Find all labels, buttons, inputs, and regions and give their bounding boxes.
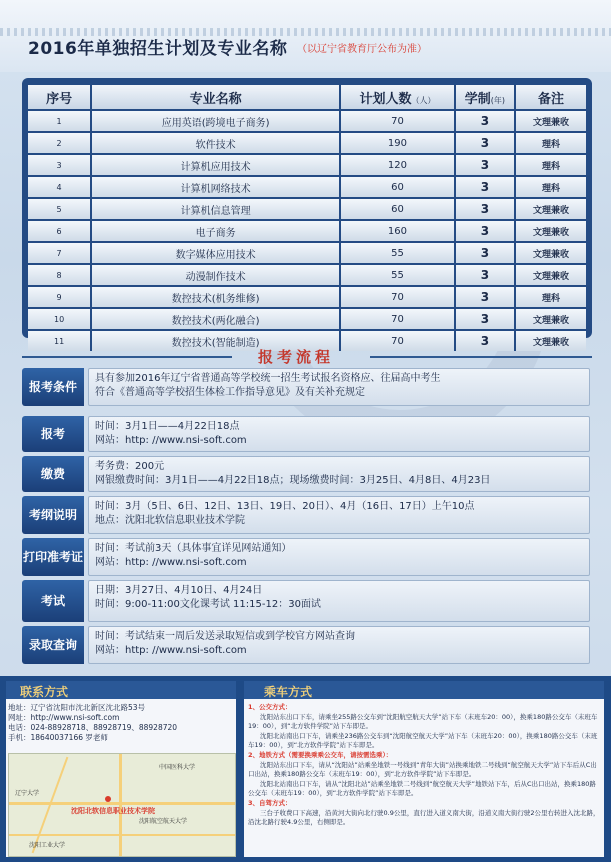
step-line: 网站：http: //www.nsi-soft.com <box>95 645 247 656</box>
route-line: 沈阳站东出口下车，请乘坐255路公交车到“沈阳航空航天大学”站下车（末班车20：00），换乘180路公交车（末班车19：00），到“北方软件学院”站下车即是。 <box>248 712 598 731</box>
step-line: 网银缴费时间：3月1日——4月22日18点；现场缴费时间：3月25日、4月8日、4月23日 <box>95 475 491 486</box>
contact-header <box>6 681 236 699</box>
cell-count: 70 <box>341 287 456 307</box>
header-band <box>0 0 611 72</box>
contact-phone: 电话：024-88928718、88928719、88928720 <box>8 723 178 732</box>
cell-note: 理科 <box>516 287 586 307</box>
header-count-unit: （人） <box>411 95 436 105</box>
step-line: 具有参加2016年辽宁省普通高等学校统一招生考试报名资格应、往届高中考生 <box>95 373 441 384</box>
map-label: 辽宁大学 <box>15 790 40 797</box>
table-row <box>28 199 586 219</box>
route-section-heading: 2、地铁方式（需要换乘乘公交车，请按需选乘）： <box>248 750 393 759</box>
process-step <box>22 538 590 576</box>
map-label: 中国医科大学 <box>159 764 196 771</box>
step-tag: 报考条件 <box>22 368 84 406</box>
step-tag: 考试 <box>22 580 84 622</box>
step-line: 时间：考试结束一周后发送录取短信或到学校官方网站查询 <box>95 631 355 642</box>
table-row <box>28 221 586 241</box>
cell-major: 动漫制作技术 <box>92 265 341 285</box>
step-line: 网站：http: //www.nsi-soft.com <box>95 557 247 568</box>
route-line: 沈阳北站南出口下车，请从“沈阳北站”站乘坐地铁二号线到“航空航天大学”地铁站下车，后从C出口出站，换乘180路公交车（末班车19：00），到“北方软件学院”站下车即是。 <box>248 779 596 798</box>
cell-major: 数控技术(智能制造) <box>92 331 341 351</box>
map-label-school: 沈阳北软信息职业技术学院 <box>71 807 155 815</box>
cell-years: 3 <box>456 331 516 351</box>
contact-lines <box>8 703 177 743</box>
cell-years: 3 <box>456 309 516 329</box>
cell-no: 11 <box>28 331 92 351</box>
cell-no: 7 <box>28 243 92 263</box>
map-pin-icon <box>105 796 111 802</box>
cell-note: 文理兼收 <box>516 265 586 285</box>
header-no: 序号 <box>28 85 92 109</box>
step-body <box>88 496 590 534</box>
route-header <box>244 681 604 699</box>
step-line: 考务费：200元 <box>95 461 165 472</box>
location-map <box>8 753 236 857</box>
map-label: 沈阳航空航天大学 <box>139 818 188 825</box>
cell-note: 文理兼收 <box>516 331 586 351</box>
cell-no: 5 <box>28 199 92 219</box>
route-line: 沈阳北站南出口下车，请乘坐236路公交车到“沈阳航空航天大学”站下车（末班车20：00），换乘180路公交车（末班车19：00），到“北方软件学院”站下车即是。 <box>248 731 598 750</box>
cell-major: 计算机应用技术 <box>92 155 341 175</box>
route-section-heading: 3、自驾方式： <box>248 798 292 807</box>
header-count-label: 计划人数 <box>359 91 412 107</box>
cell-count: 70 <box>341 111 456 131</box>
step-body <box>88 626 590 664</box>
cell-years: 3 <box>456 265 516 285</box>
cell-count: 120 <box>341 155 456 175</box>
cell-years: 3 <box>456 243 516 263</box>
step-line: 时间：考试前3天（具体事宜详见网站通知） <box>95 543 292 554</box>
cell-years: 3 <box>456 111 516 131</box>
route-panel <box>244 681 604 857</box>
step-body <box>88 416 590 452</box>
cell-count: 55 <box>341 265 456 285</box>
map-label: 沈阳工业大学 <box>29 842 66 849</box>
step-tag: 打印准考证 <box>22 538 84 576</box>
cell-count: 55 <box>341 243 456 263</box>
cell-note: 文理兼收 <box>516 221 586 241</box>
cell-no: 9 <box>28 287 92 307</box>
contact-title: 联系方式 <box>20 685 69 699</box>
cell-major: 电子商务 <box>92 221 341 241</box>
cell-note: 文理兼收 <box>516 309 586 329</box>
table-row <box>28 287 586 307</box>
process-divider-left <box>22 356 232 358</box>
table-header-row <box>28 85 586 109</box>
route-line: 三台子收费口下高速，沿黄河大街向北行驶0.9公里，直行进入道义南大街，沿道义南大街行驶2公里右转进入沈北路，沿沈北路行驶4.9公里，右侧即是。 <box>248 808 600 827</box>
cell-no: 10 <box>28 309 92 329</box>
step-line: 地点：沈阳北软信息职业技术学院 <box>95 515 245 526</box>
cell-major: 应用英语(跨境电子商务) <box>92 111 341 131</box>
cell-years: 3 <box>456 133 516 153</box>
cell-count: 70 <box>341 309 456 329</box>
table-row <box>28 265 586 285</box>
step-line: 网站：http: //www.nsi-soft.com <box>95 435 247 446</box>
cell-no: 6 <box>28 221 92 241</box>
table-row <box>28 309 586 329</box>
cell-count: 60 <box>341 199 456 219</box>
cell-note: 理科 <box>516 133 586 153</box>
route-title: 乘车方式 <box>264 685 313 699</box>
cell-no: 3 <box>28 155 92 175</box>
enrollment-table-panel <box>22 78 592 349</box>
table-row <box>28 155 586 175</box>
cell-no: 1 <box>28 111 92 131</box>
table-row <box>28 133 586 153</box>
process-step <box>22 416 590 452</box>
contact-panel <box>6 681 236 857</box>
header-major: 专业名称 <box>92 85 341 109</box>
step-tag: 录取查询 <box>22 626 84 664</box>
table-body <box>28 111 586 351</box>
cell-no: 4 <box>28 177 92 197</box>
cell-note: 理科 <box>516 177 586 197</box>
cell-count: 70 <box>341 331 456 351</box>
step-line: 时间：3月1日——4月22日18点 <box>95 421 240 432</box>
cell-years: 3 <box>456 287 516 307</box>
table-row <box>28 177 586 197</box>
process-step <box>22 368 590 406</box>
step-body <box>88 456 590 492</box>
cell-major: 计算机信息管理 <box>92 199 341 219</box>
cell-years: 3 <box>456 199 516 219</box>
map-road <box>9 802 235 805</box>
process-divider-right <box>370 356 592 358</box>
cell-years: 3 <box>456 177 516 197</box>
route-section-heading: 1、公交方式： <box>248 703 292 711</box>
step-line: 时间：3月（5日、6日、12日、13日、19日、20日）、4月（16日、17日）上午10点 <box>95 501 475 512</box>
contact-website: 网址：http://www.nsi-soft.com <box>8 713 120 722</box>
cell-note: 理科 <box>516 155 586 175</box>
cell-count: 60 <box>341 177 456 197</box>
cell-note: 文理兼收 <box>516 243 586 263</box>
step-body <box>88 368 590 406</box>
cell-years: 3 <box>456 155 516 175</box>
process-step <box>22 580 590 622</box>
map-road <box>119 754 122 856</box>
process-step <box>22 626 590 664</box>
cell-count: 190 <box>341 133 456 153</box>
step-line: 日期：3月27日、4月10日、4月24日 <box>95 585 263 596</box>
header-years-unit: (年) <box>490 95 506 105</box>
table-row <box>28 111 586 131</box>
header-years-label: 学制 <box>464 91 491 107</box>
contact-mobile: 手机：18640037166 罗老师 <box>8 733 108 742</box>
cell-major: 软件技术 <box>92 133 341 153</box>
header-count <box>341 85 456 109</box>
map-road <box>32 757 69 854</box>
process-step <box>22 496 590 534</box>
cell-major: 计算机网络技术 <box>92 177 341 197</box>
cell-no: 8 <box>28 265 92 285</box>
step-line: 时间：9:00-11:00文化课考试 11:15-12：30面试 <box>95 599 321 610</box>
map-road <box>9 834 235 836</box>
title-note: （以辽宁省教育厅公布为准） <box>297 44 427 55</box>
cell-note: 文理兼收 <box>516 111 586 131</box>
header-note: 备注 <box>516 85 586 109</box>
step-body <box>88 580 590 622</box>
enrollment-table <box>28 83 586 353</box>
cell-note: 文理兼收 <box>516 199 586 219</box>
step-tag: 缴费 <box>22 456 84 492</box>
cell-no: 2 <box>28 133 92 153</box>
cell-years: 3 <box>456 221 516 241</box>
route-line: 沈阳站东出口下车，请从“沈阳站”站乘坐地铁一号线到“青年大街”站换乘地铁二号线到“航空航天大学”站下车后从C出口出站，换乘180路公交车（末班车19：00），到“北方软件学院”站下车即是。 <box>248 760 597 779</box>
contact-address: 地址：辽宁省沈阳市沈北新区沈北路53号 <box>8 703 146 712</box>
step-tag: 报考 <box>22 416 84 452</box>
step-line: 符合《普通高等学校招生体检工作指导意见》及有关补充规定 <box>95 387 365 398</box>
process-step <box>22 456 590 492</box>
process-title: 报考流程 <box>258 348 335 366</box>
table-row <box>28 243 586 263</box>
step-body <box>88 538 590 576</box>
step-tag: 考纲说明 <box>22 496 84 534</box>
cell-major: 数字媒体应用技术 <box>92 243 341 263</box>
cell-major: 数控技术(机务维修) <box>92 287 341 307</box>
route-text <box>248 703 600 828</box>
header-years <box>456 85 516 109</box>
cell-major: 数控技术(两化融合) <box>92 309 341 329</box>
cell-count: 160 <box>341 221 456 241</box>
page-title: 2016年单独招生计划及专业名称 <box>28 39 288 59</box>
